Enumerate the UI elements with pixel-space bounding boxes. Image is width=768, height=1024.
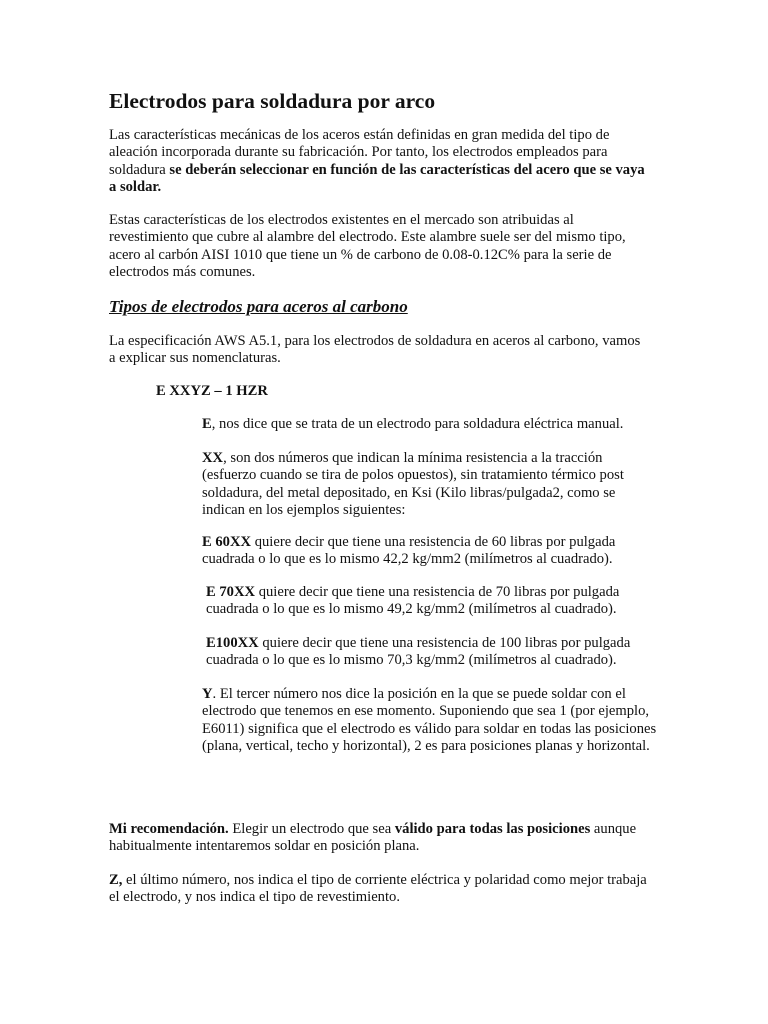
item-e60-term: E 60XX [202,534,252,550]
item-z-text: el último número, nos indica el tipo de corriente eléctrica y polaridad como mejor trabaja el electrodo, y nos indica el tipo de revestimiento. [109,872,647,906]
recommendation-label: Mi recomendación. [109,821,229,837]
item-e60 [202,534,660,569]
item-e70-text: quiere decir que tiene una resistencia de 70 libras por pulgada cuadrada o lo que es lo mismo 49,2 kg/mm2 (milímetros al cuadrado). [206,584,620,618]
recommendation-text-2: aunque habitualmente intentaremos soldar en posición plana. [109,821,637,855]
item-e70-term: E 70XX [206,584,256,600]
recommendation-paragraph [109,821,649,856]
item-e100-term: E100XX [206,635,259,651]
coating-paragraph: Estas características de los electrodos existentes en el mercado son atribuidas al revestimiento que cubre al alambre del electrodo. Este alambre suele ser del mismo tipo, acero al carbón AISI 1010 que tiene un % de carbono de 0.08-0.12C% para la serie de electrodos más comunes. [109,212,626,281]
nomenclature-code: E XXYZ – 1 HZR [156,383,268,399]
section-heading: Tipos de electrodos para aceros al carbono [109,297,408,316]
item-y-text: . El tercer número nos dice la posición en la que se puede soldar con el electrodo que tenemos en ese momento. Suponiendo que sea 1 (por ejemplo, E6011) significa que el electrodo es válido para soldar en todas las posiciones (plana, vertical, techo y horizontal), 2 es para posiciones planas y horizontal. [202,686,657,755]
item-y-term: Y [202,686,213,702]
item-e-term: E [202,416,212,432]
item-e100-text: quiere decir que tiene una resistencia de 100 libras por pulgada cuadrada o lo que es lo mismo 70,3 kg/mm2 (milímetros al cuadrado). [206,635,631,669]
aws-spec-paragraph: La especificación AWS A5.1, para los electrodos de soldadura en aceros al carbono, vamos a explicar sus nomenclaturas. [109,333,641,367]
item-e60-text: quiere decir que tiene una resistencia de 60 libras por pulgada cuadrada o lo que es lo mismo 42,2 kg/mm2 (milímetros al cuadrado). [202,534,616,568]
recommendation-text-1: Elegir un electrodo que sea [228,821,395,837]
intro-bold-text: se deberán seleccionar en función de las características del acero que se vaya a soldar. [109,161,645,196]
item-xx [202,450,657,520]
item-e-text: , nos dice que se trata de un electrodo para soldadura eléctrica manual. [211,416,624,432]
intro-text: Las características mecánicas de los aceros están definidas en gran medida del tipo de aleación incorporada durante su fabricación. Por tanto, los electrodos empleados para soldadura [109,127,610,178]
item-e [202,416,672,433]
intro-paragraph [109,127,649,197]
item-z [109,872,649,907]
item-z-term: Z, [109,872,123,888]
document-title: Electrodos para soldadura por arco [109,89,436,113]
recommendation-bold: válido para todas las posiciones [394,821,591,837]
item-e100 [206,635,662,670]
item-e70 [206,584,662,619]
item-y [202,686,662,756]
item-xx-text: , son dos números que indican la mínima resistencia a la tracción (esfuerzo cuando se tira de polos opuestos), sin tratamiento térmico post soldadura, del metal depositado, en Ksi (Kilo libras/pulgada2, como se indican en los ejemplos siguientes: [202,450,624,519]
item-xx-term: XX [202,450,224,466]
